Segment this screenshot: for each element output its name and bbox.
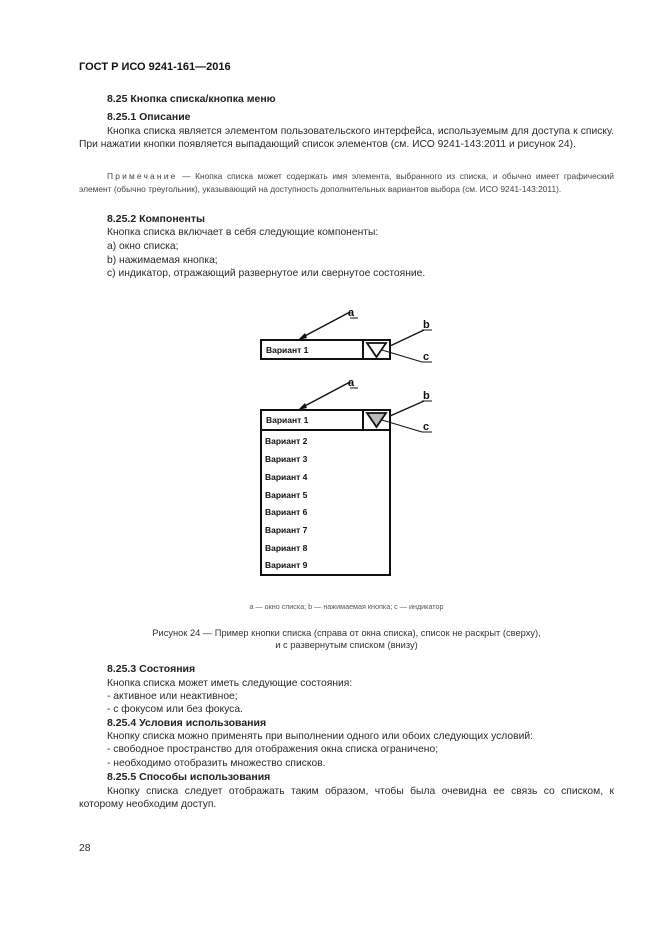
section-heading-8-25-1: 8.25.1 Описание: [107, 111, 191, 123]
figure-legend: a — окно списка; b — нажимаемая кнопка; c — индикатор: [249, 602, 444, 611]
component-item: c) индикатор, отражающий развернутое или свернутое состояние.: [107, 268, 426, 279]
figure-caption-line-1: Рисунок 24 — Пример кнопки списка (справа от окна списка), список не раскрыт (сверху),: [152, 628, 541, 638]
list-option: Вариант 8: [265, 543, 308, 553]
section-heading-8-25-4: 8.25.4 Условия использования: [107, 717, 267, 729]
leader-line-b: [390, 401, 424, 416]
note-label: Примечание: [107, 171, 178, 181]
description-paragraph: Кнопка списка является элементом пользовательского интерфейса, используемым для доступа к списку. При нажатии кнопки появляется выпадающий список элементов (см. ИСО 9241-143:2011 и рисунок 24).: [79, 126, 614, 151]
list-option: Вариант 2: [265, 436, 308, 446]
label-a: a: [348, 377, 355, 389]
label-b: b: [423, 390, 430, 402]
section-heading-8-25-2: 8.25.2 Компоненты: [107, 213, 205, 225]
label-c: c: [423, 421, 430, 433]
list-option: Вариант 4: [265, 472, 308, 482]
collapsed-list-button: [261, 307, 432, 363]
label-a: a: [348, 307, 355, 319]
leader-line-a: [301, 312, 350, 338]
section-heading-8-25: 8.25 Кнопка списка/кнопка меню: [107, 93, 276, 105]
label-b: b: [423, 319, 430, 331]
list-option: Вариант 9: [265, 560, 308, 570]
condition-item: - необходимо отобразить множество списков.: [107, 758, 326, 769]
document-header: ГОСТ Р ИСО 9241-161—2016: [79, 61, 231, 73]
expanded-list-button: [261, 377, 432, 575]
state-item: - с фокусом или без фокуса.: [107, 704, 243, 715]
arrowhead-icon: [298, 333, 307, 340]
component-item: b) нажимаемая кнопка;: [107, 255, 218, 266]
note-text: — Кнопка списка может содержать имя элемента, выбранного из списка, и обычно имеет графический элемент (обычно треугольник), указывающий на доступность дополнительных вариантов выбора (см. ИСО 9241-143:2011).: [79, 171, 614, 194]
list-window-value: Вариант 1: [266, 415, 309, 425]
conditions-intro: Кнопку списка можно применять при выполнении одного или обоих следующих условий:: [107, 731, 533, 742]
section-heading-8-25-3: 8.25.3 Состояния: [107, 663, 196, 675]
figure-caption-line-2: и с развернутым списком (внизу): [275, 640, 418, 650]
components-intro: Кнопка списка включает в себя следующие компоненты:: [107, 227, 379, 238]
page-number: 28: [79, 843, 91, 854]
section-heading-8-25-5: 8.25.5 Способы использования: [107, 771, 271, 783]
leader-line-b: [390, 330, 424, 346]
list-window-value: Вариант 1: [266, 345, 309, 355]
label-c: c: [423, 351, 430, 363]
arrowhead-icon: [298, 403, 307, 410]
state-item: - активное или неактивное;: [107, 691, 238, 702]
list-option: Вариант 5: [265, 490, 308, 500]
condition-item: - свободное пространство для отображения окна списка ограничено;: [107, 744, 439, 755]
list-option: Вариант 7: [265, 525, 308, 535]
states-intro: Кнопка списка может иметь следующие состояния:: [107, 678, 353, 689]
usage-paragraph: Кнопку списка следует отображать таким образом, чтобы была очевидна ее связь со списком, к которому необходим доступ.: [79, 786, 614, 811]
list-option: Вариант 6: [265, 507, 308, 517]
leader-line-a: [301, 382, 350, 408]
list-option: Вариант 3: [265, 454, 308, 464]
component-item: a) окно списка;: [107, 241, 179, 252]
